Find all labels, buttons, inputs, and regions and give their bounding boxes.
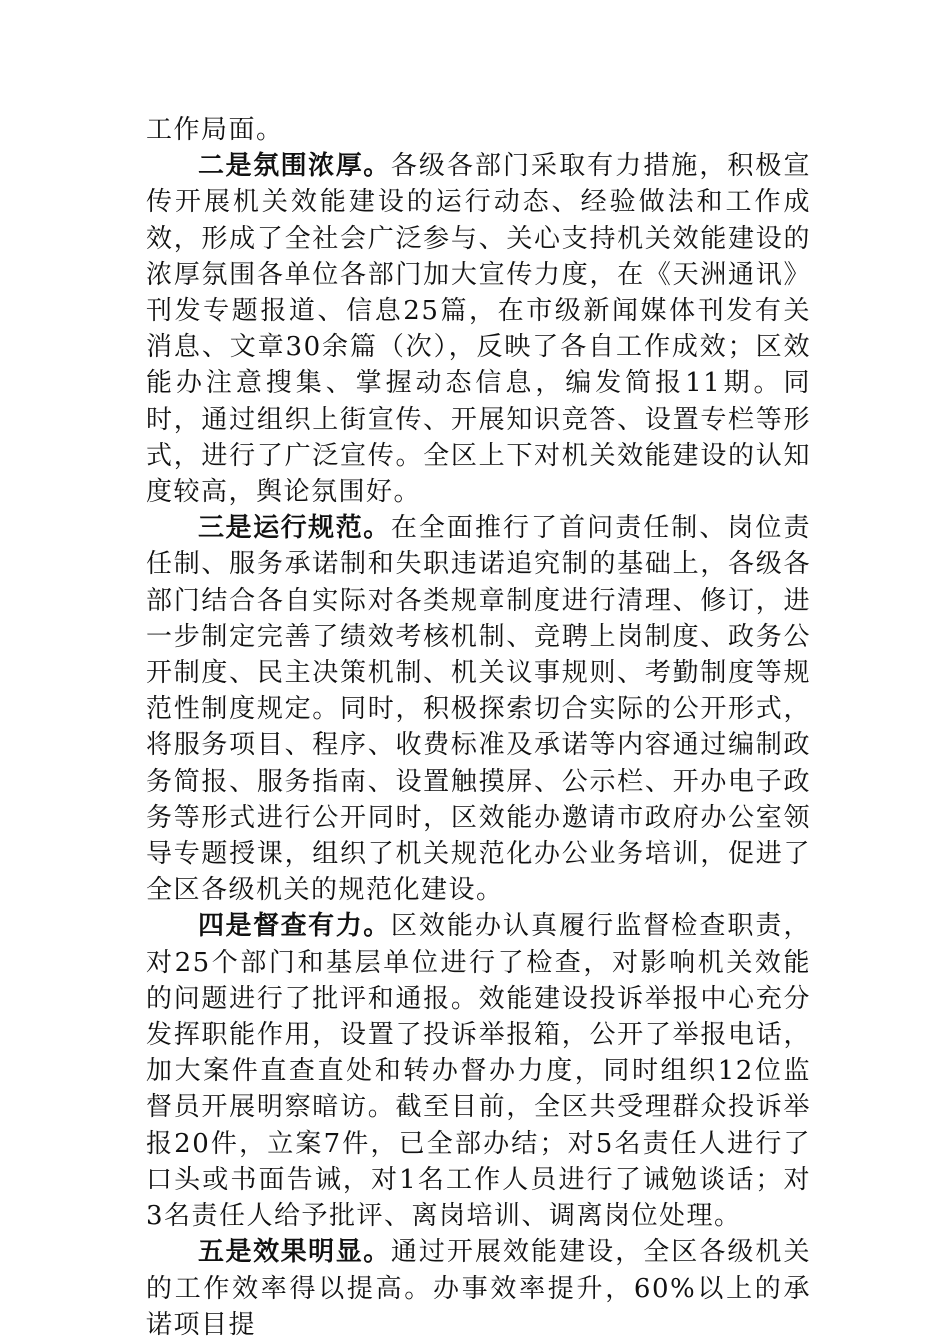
paragraph-body: 各级各部门采取有力措施，积极宣传开展机关效能建设的运行动态、经验做法和工作成效，形成了全社会广泛参与、关心支持机关效能建设的浓厚氛围各单位各部门加大宣传力度，在《天洲通讯》刊发专题报道、信息25篇，在市级新闻媒体刊发有关消息、文章30余篇（次），反映了各自工作成效；区效能办注意搜集、掌握动态信息，编发简报11期。同时，通过组织上街宣传、开展知识竞答、设置专栏等形式，进行了广泛宣传。全区上下对机关效能建设的认知度较高，舆论氛围好。 — [146, 151, 811, 508]
paragraph-body: 在全面推行了首问责任制、岗位责任制、服务承诺制和失职违诺追究制的基础上，各级各部门结合各自实际对各类规章制度进行清理、修订，进一步制定完善了绩效考核机制、竞聘上岗制度、政务公开制度、民主决策机制、机关议事规则、考勤制度等规范性制度规定。同时，积极探索切合实际的公开形式，将服务项目、程序、收费标准及承诺等内容通过编制政务简报、服务指南、设置触摸屏、公示栏、开办电子政务等形式进行公开同时，区效能办邀请市政府办公室领导专题授课，组织了机关规范化办公业务培训，促进了全区各级机关的规范化建设。 — [146, 513, 811, 906]
paragraph-results — [146, 1234, 811, 1343]
paragraph-lead-heading: 二是氛围浓厚。 — [198, 151, 391, 182]
paragraph-atmosphere — [146, 148, 811, 510]
paragraph-body: 通过开展效能建设，全区各级机关的工作效率得以提高。办事效率提升，60%以上的承诺项目提 — [146, 1237, 811, 1340]
paragraph-body: 工作局面。 — [146, 115, 284, 145]
paragraph-lead-heading: 三是运行规范。 — [198, 513, 391, 544]
paragraph-lead-heading: 五是效果明显。 — [198, 1237, 391, 1268]
document-page — [146, 112, 811, 1343]
paragraph-continuation — [146, 112, 811, 148]
paragraph-operation — [146, 510, 811, 908]
paragraph-supervision — [146, 908, 811, 1234]
paragraph-lead-heading: 四是督查有力。 — [198, 911, 391, 942]
paragraph-body: 区效能办认真履行监督检查职责，对25个部门和基层单位进行了检查，对影响机关效能的问题进行了批评和通报。效能建设投诉举报中心充分发挥职能作用，设置了投诉举报箱，公开了举报电话，加大案件直查直处和转办督办力度，同时组织12位监督员开展明察暗访。截至目前，全区共受理群众投诉举报20件，立案7件，已全部办结；对5名责任人进行了口头或书面告诫，对1名工作人员进行了诫勉谈话；对3名责任人给予批评、离岗培训、调离岗位处理。 — [146, 911, 811, 1232]
